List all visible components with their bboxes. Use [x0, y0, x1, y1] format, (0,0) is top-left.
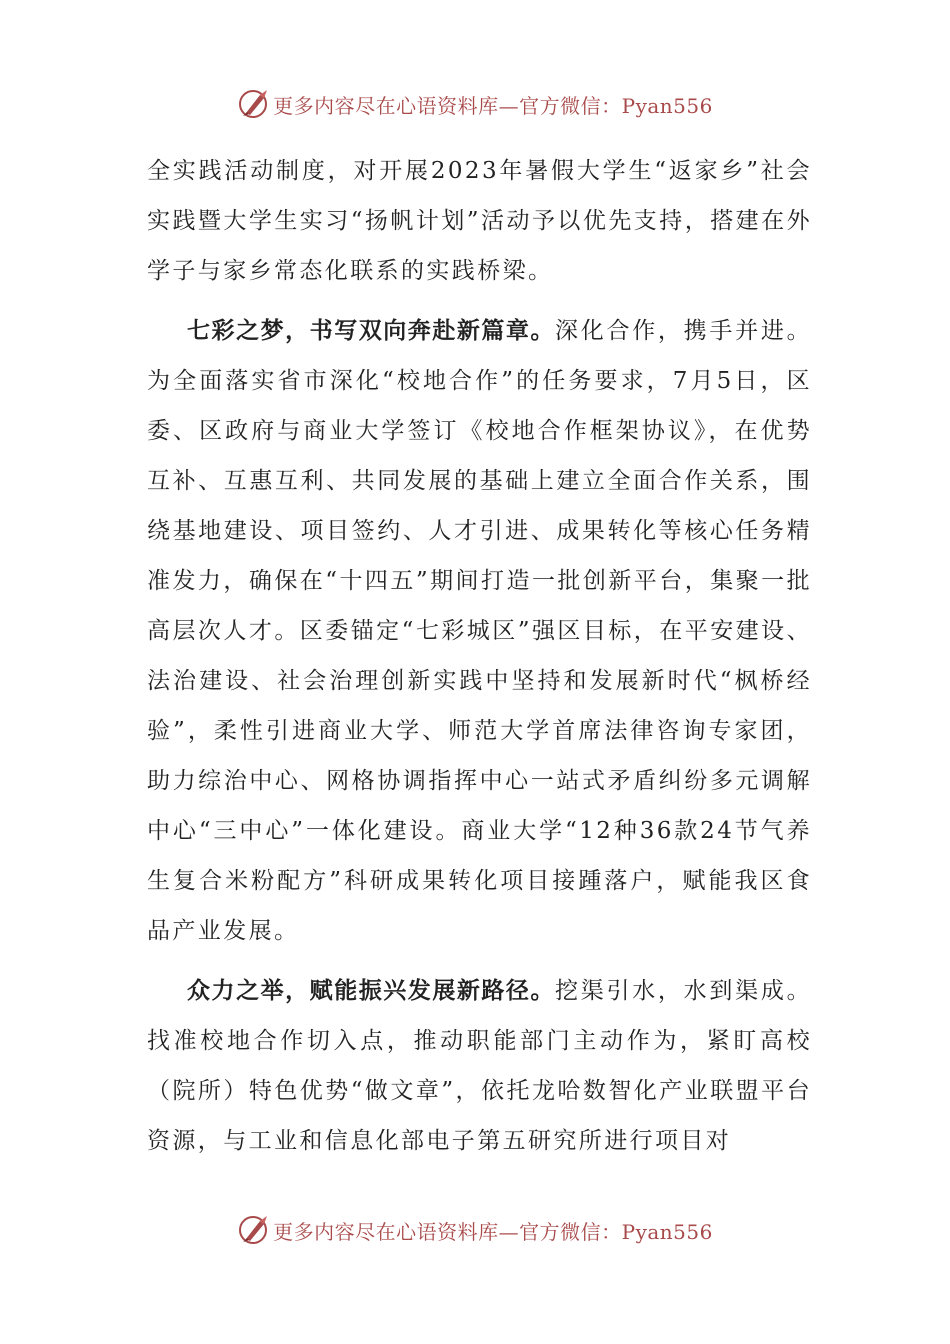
paragraph-2-heading: 七彩之梦，书写双向奔赴新篇章。	[187, 317, 555, 344]
document-body	[147, 146, 812, 1166]
paragraph-2	[147, 306, 812, 956]
footer-watermark-banner	[0, 1213, 950, 1247]
paragraph-2-body: 深化合作，携手并进。为全面落实省市深化“校地合作”的任务要求，7月5日，区委、区政府与商业大学签订《校地合作框架协议》，在优势互补、互惠互利、共同发展的基础上建立全面合作关系，围绕基地建设、项目签约、人才引进、成果转化等核心任务精准发力，确保在“十四五”期间打造一批创新平台，集聚一批高层次人才。区委锚定“七彩城区”强区目标，在平安建设、法治建设、社会治理创新实践中坚持和发展新时代“枫桥经验”，柔性引进商业大学、师范大学首席法律咨询专家团，助力综治中心、网格协调指挥中心一站式矛盾纠纷多元调解中心“三中心”一体化建设。商业大学“12种36款24节气养生复合米粉配方”科研成果转化项目接踵落户，赋能我区食品产业发展。	[147, 318, 812, 944]
paragraph-1	[147, 146, 812, 296]
watermark-text: 更多内容尽在心语资料库—官方微信：Pyan556	[273, 93, 713, 118]
paragraph-1-body: 全实践活动制度，对开展2023年暑假大学生“返家乡”社会实践暨大学生实习“扬帆计划”活动予以优先支持，搭建在外学子与家乡常态化联系的实践桥梁。	[147, 158, 812, 284]
watermark-text: 更多内容尽在心语资料库—官方微信：Pyan556	[273, 1219, 713, 1244]
quill-pen-logo-icon	[237, 1213, 271, 1247]
paragraph-3-heading: 众力之举，赋能振兴发展新路径。	[187, 977, 555, 1004]
paragraph-3-body: 挖渠引水，水到渠成。找准校地合作切入点，推动职能部门主动作为，紧盯高校（院所）特色优势“做文章”，依托龙哈数智化产业联盟平台资源，与工业和信息化部电子第五研究所进行项目对	[147, 978, 812, 1154]
paragraph-3	[147, 966, 812, 1166]
header-watermark-banner	[0, 87, 950, 121]
quill-pen-logo-icon	[237, 87, 271, 121]
